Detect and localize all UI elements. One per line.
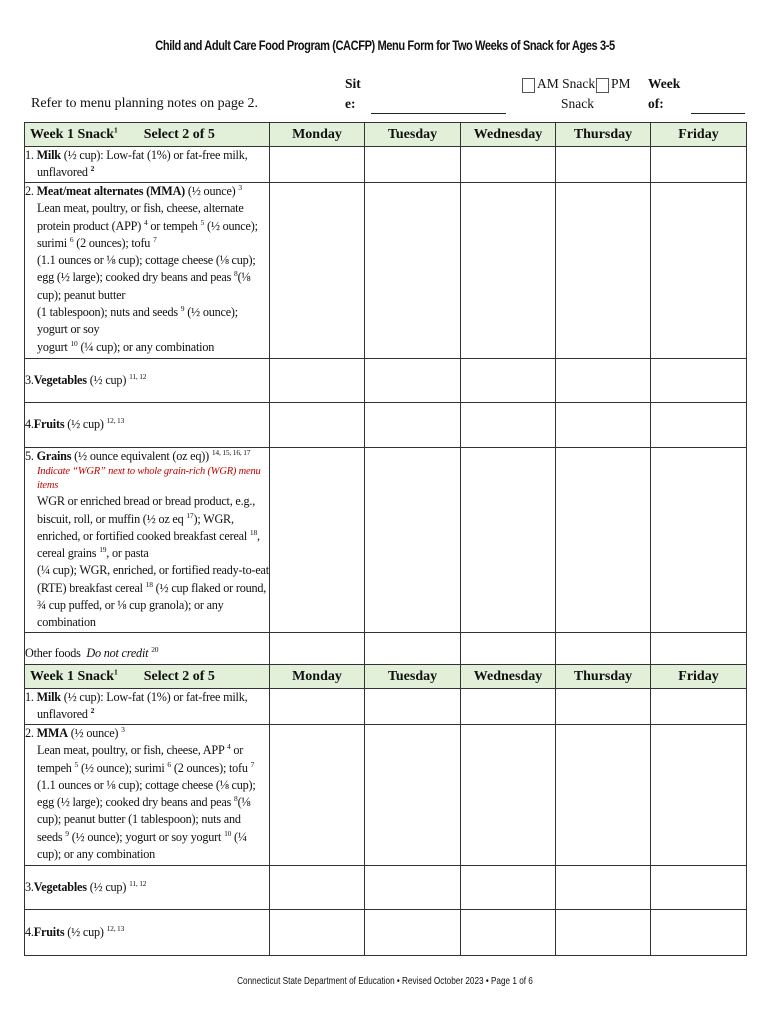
mma-tuesday-cell[interactable] [365, 725, 461, 866]
vegetables-monday-cell[interactable] [270, 866, 365, 910]
vegetables-label: 3.Vegetables (½ cup) $^{11, 12}$ [25, 359, 270, 403]
day-header-wednesday: Wednesday [461, 123, 556, 147]
fruits-label: 4.Fruits (½ cup) $^{12, 13}$ [25, 910, 270, 956]
site-input-line[interactable] [371, 113, 506, 114]
vegetables-wednesday-cell[interactable] [461, 866, 556, 910]
milk-thursday-cell[interactable] [556, 147, 651, 183]
fruits-friday-cell[interactable] [651, 403, 747, 448]
table-header-title: Week 1 Snack$^1$ Select 2 of 5 [25, 123, 270, 147]
milk-label: 1. Milk (½ cup): Low-fat (1%) or fat-free milk, unflavored $^2$ [25, 689, 270, 725]
vegetables-friday-cell[interactable] [651, 866, 747, 910]
table-row-vegetables [25, 359, 747, 403]
grains-label: 5. Grains (½ ounce equivalent (oz eq)) $^{14, 15, 16, 17}$ Indicate “WGR” next to whole grain-rich (WGR) menu items WGR or enriched bread or bread product, e.g., biscuit, roll, or muffin (½ oz eq $^{17}$); WGR, enriched, or fortified cooked breakfast cereal $^{18}$, cereal grains $^{19}$, or pasta (¼ cup); WGR, enriched, or fortified ready-to-eat (RTE) breakfast cereal $^{18}$ (½ cup flaked or round, ¾ cup puffed, or ⅛ cup granola); or any combination [25, 448, 270, 633]
mma-friday-cell[interactable] [651, 183, 747, 359]
fruits-wednesday-cell[interactable] [461, 910, 556, 956]
page-footer: Connecticut State Department of Education • Revised October 2023 • Page 1 of 6 [237, 975, 533, 987]
day-header-tuesday: Tuesday [365, 665, 461, 689]
day-header-friday: Friday [651, 665, 747, 689]
vegetables-thursday-cell[interactable] [556, 359, 651, 403]
mma-monday-cell[interactable] [270, 183, 365, 359]
week-label: Week [648, 76, 681, 91]
site-label: Sit [345, 76, 361, 91]
table-row-milk [25, 147, 747, 183]
milk-tuesday-cell[interactable] [365, 147, 461, 183]
am-snack-label: AM Snack [537, 76, 596, 91]
day-header-wednesday: Wednesday [461, 665, 556, 689]
am-snack-checkbox[interactable] [522, 78, 535, 93]
grains-tuesday-cell[interactable] [365, 448, 461, 633]
fruits-tuesday-cell[interactable] [365, 910, 461, 956]
week-label-cont: of: [648, 96, 664, 111]
planning-note: Refer to menu planning notes on page 2. [31, 96, 259, 111]
table-row-mma [25, 183, 747, 359]
milk-friday-cell[interactable] [651, 147, 747, 183]
fruits-wednesday-cell[interactable] [461, 403, 556, 448]
pm-snack-checkbox[interactable] [596, 78, 609, 93]
day-header-monday: Monday [270, 123, 365, 147]
mma-label: 2. MMA (½ ounce) $^3$ Lean meat, poultry, or fish, cheese, APP $^4$ or tempeh $^5$ (½ ounce); surimi $^6$ (2 ounces); tofu $^7$ (1.1 ounces or ⅛ cup); cottage cheese (⅛ cup); egg (½ large); cooked dry beans and peas $^8$(⅛ cup); peanut butter (1 tablespoon); nuts and seeds $^9$ (½ ounce); yogurt or soy yogurt $^{10}$ (¼ cup); or any combination [25, 725, 270, 866]
fruits-monday-cell[interactable] [270, 910, 365, 956]
fruits-monday-cell[interactable] [270, 403, 365, 448]
day-header-friday: Friday [651, 123, 747, 147]
day-header-thursday: Thursday [556, 665, 651, 689]
table-row-vegetables [25, 866, 747, 910]
table-row-milk [25, 689, 747, 725]
mma-tuesday-cell[interactable] [365, 183, 461, 359]
vegetables-label: 3.Vegetables (½ cup) $^{11, 12}$ [25, 866, 270, 910]
week-input-line[interactable] [691, 113, 745, 114]
milk-friday-cell[interactable] [651, 689, 747, 725]
fruits-thursday-cell[interactable] [556, 910, 651, 956]
table-header-title: Week 1 Snack$^1$ Select 2 of 5 [25, 665, 270, 689]
day-header-tuesday: Tuesday [365, 123, 461, 147]
grains-friday-cell[interactable] [651, 448, 747, 633]
vegetables-friday-cell[interactable] [651, 359, 747, 403]
fruits-friday-cell[interactable] [651, 910, 747, 956]
milk-label: 1. Milk (½ cup): Low-fat (1%) or fat-free milk, unflavored $^2$ [25, 147, 270, 183]
mma-friday-cell[interactable] [651, 725, 747, 866]
milk-tuesday-cell[interactable] [365, 689, 461, 725]
site-label-cont: e: [345, 96, 356, 111]
mma-thursday-cell[interactable] [556, 183, 651, 359]
pm-snack-label: PM [611, 76, 631, 91]
milk-wednesday-cell[interactable] [461, 689, 556, 725]
day-header-thursday: Thursday [556, 123, 651, 147]
menu-table-week1-second [24, 664, 747, 956]
mma-wednesday-cell[interactable] [461, 183, 556, 359]
milk-monday-cell[interactable] [270, 147, 365, 183]
milk-thursday-cell[interactable] [556, 689, 651, 725]
table-row-fruits [25, 910, 747, 956]
grains-wednesday-cell[interactable] [461, 448, 556, 633]
grains-thursday-cell[interactable] [556, 448, 651, 633]
fruits-label: 4.Fruits (½ cup) $^{12, 13}$ [25, 403, 270, 448]
other-foods-label: Other foods Do not credit $^{20}$ [25, 632, 270, 674]
fruits-tuesday-cell[interactable] [365, 403, 461, 448]
vegetables-thursday-cell[interactable] [556, 866, 651, 910]
table-row-fruits [25, 403, 747, 448]
form-title: Child and Adult Care Food Program (CACFP) Menu Form for Two Weeks of Snack for Ages 3-5 [155, 38, 615, 53]
milk-wednesday-cell[interactable] [461, 147, 556, 183]
table-row-mma [25, 725, 747, 866]
day-header-monday: Monday [270, 665, 365, 689]
mma-thursday-cell[interactable] [556, 725, 651, 866]
mma-wednesday-cell[interactable] [461, 725, 556, 866]
vegetables-monday-cell[interactable] [270, 359, 365, 403]
milk-monday-cell[interactable] [270, 689, 365, 725]
pm-snack-label-cont: Snack [561, 96, 594, 111]
grains-monday-cell[interactable] [270, 448, 365, 633]
vegetables-wednesday-cell[interactable] [461, 359, 556, 403]
mma-label: 2. Meat/meat alternates (MMA) (½ ounce) $^3$ Lean meat, poultry, or fish, cheese, alternate protein product (APP) $^4$ or tempeh $^5$ (½ ounce); surimi $^6$ (2 ounces); tofu $^7$ (1.1 ounces or ⅛ cup); cottage cheese (⅛ cup); egg (½ large); cooked dry beans and peas $^8$(⅛ cup); peanut butter (1 tablespoon); nuts and seeds $^9$ (½ ounce); yogurt or soy yogurt $^{10}$ (¼ cup); or any combination [25, 183, 270, 359]
vegetables-tuesday-cell[interactable] [365, 359, 461, 403]
fruits-thursday-cell[interactable] [556, 403, 651, 448]
vegetables-tuesday-cell[interactable] [365, 866, 461, 910]
table-row-grains [25, 448, 747, 633]
menu-table-week1 [24, 122, 747, 675]
mma-monday-cell[interactable] [270, 725, 365, 866]
wgr-note: Indicate “WGR” next to whole grain-rich (WGR) menu items [37, 466, 261, 492]
